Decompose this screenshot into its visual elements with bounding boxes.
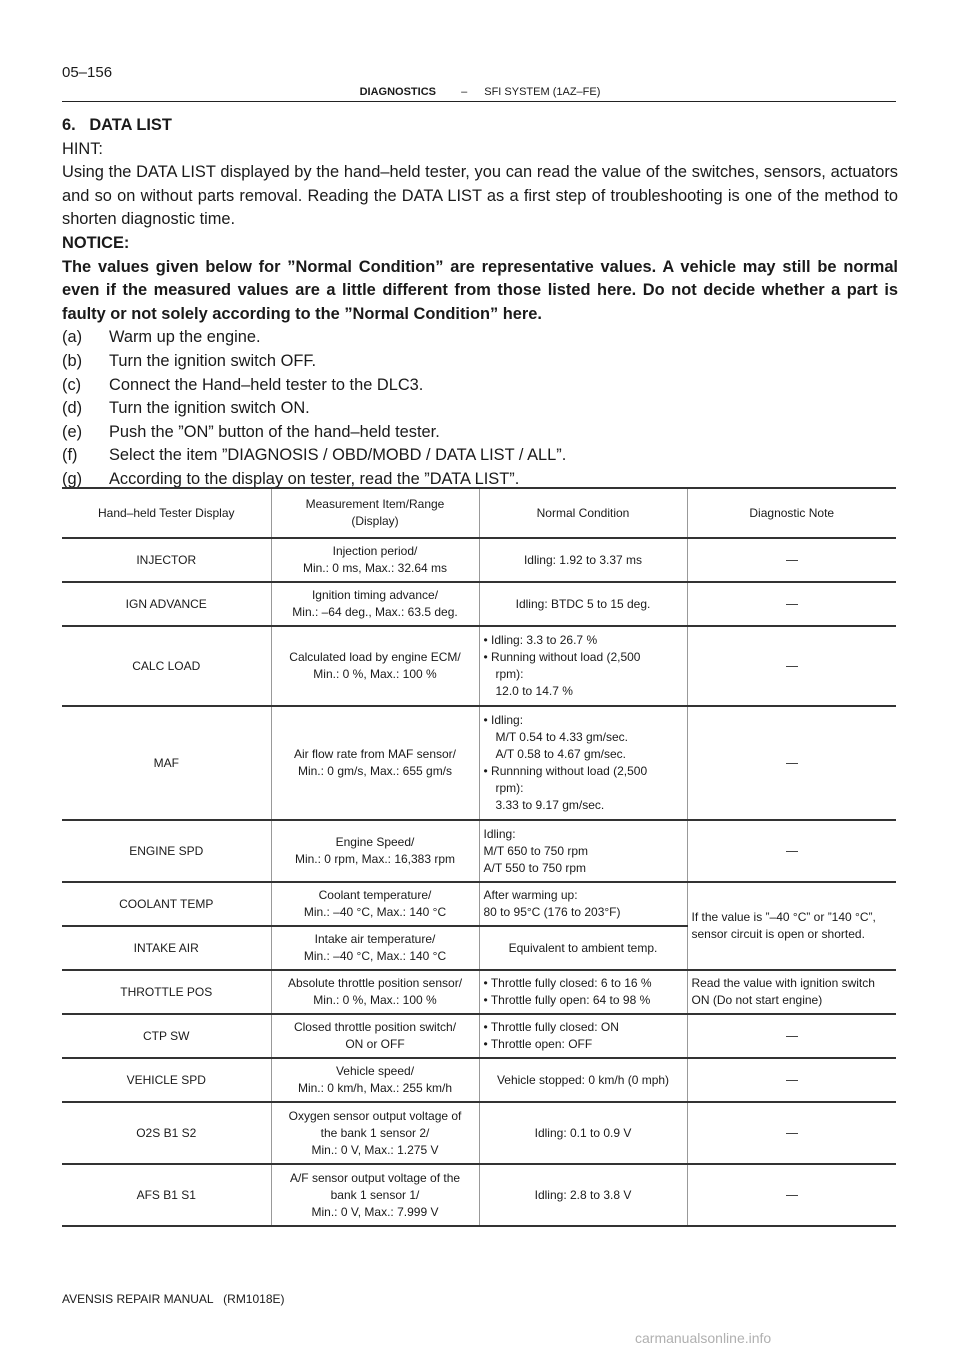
- cell-normal: Vehicle stopped: 0 km/h (0 mph): [479, 1058, 687, 1102]
- normal-line: 3.33 to 9.17 gm/sec.: [495, 798, 605, 812]
- table-row: [62, 706, 896, 820]
- cell-item: [271, 1014, 479, 1058]
- cell-item: [271, 538, 479, 582]
- cell-display: IGN ADVANCE: [62, 582, 271, 626]
- step-text: Turn the ignition switch OFF.: [109, 351, 317, 370]
- item-line: Min.: –40 °C, Max.: 140 °C: [303, 949, 447, 963]
- cell-note-temp: If the value is ”–40 °C” or ”140 °C”, sensor circuit is open or shorted.: [687, 882, 896, 970]
- cell-note: [687, 582, 896, 626]
- cell-item: [271, 882, 479, 926]
- step-letter: (d): [62, 399, 83, 418]
- dash-mark: [786, 851, 798, 852]
- normal-line: A/T 0.58 to 4.67 gm/sec.: [495, 747, 627, 761]
- dash-mark: [786, 1133, 798, 1134]
- cell-note: [687, 1014, 896, 1058]
- item-line: Min.: 0 V, Max.: 1.275 V: [311, 1142, 439, 1157]
- header-item-line: (Display): [351, 514, 399, 528]
- normal-line: • Throttle open: OFF: [483, 1037, 593, 1051]
- cell-display: VEHICLE SPD: [62, 1058, 271, 1102]
- normal-line: • Runnning without load (2,500: [483, 764, 648, 778]
- cell-note: [687, 1164, 896, 1226]
- page-number: 05–156: [62, 64, 113, 81]
- footer-manual-title: AVENSIS REPAIR MANUAL (RM1018E): [62, 1292, 285, 1306]
- notice-text: The values given below for ”Normal Condition” are representative values. A vehicle may still be normal even if the measured values are a little different from those listed here. Do not decide whether a part is faulty or not solely according to the ”Normal Condition” here.: [62, 257, 898, 323]
- dash-mark: [786, 604, 798, 605]
- item-line: Min.: 0 km/h, Max.: 255 km/h: [297, 1081, 453, 1095]
- table-row: [62, 1014, 896, 1058]
- step-f: [62, 444, 898, 468]
- dash-mark: [786, 763, 798, 764]
- item-line: ON or OFF: [345, 1037, 405, 1051]
- cell-display: THROTTLE POS: [62, 970, 271, 1014]
- item-line: Coolant temperature/: [318, 888, 432, 902]
- normal-line: • Throttle fully open: 64 to 98 %: [483, 993, 651, 1007]
- cell-normal: [479, 882, 687, 926]
- normal-line: rpm):: [495, 667, 524, 681]
- table-row: [62, 970, 896, 1014]
- item-line: A/F sensor output voltage of the: [289, 1170, 461, 1185]
- table-row: [62, 882, 896, 926]
- normal-line: 80 to 95°C (176 to 203°F): [483, 905, 621, 919]
- step-letter: (b): [62, 351, 83, 370]
- cell-item: [271, 1164, 479, 1226]
- step-text: Push the ”ON” button of the hand–held tester.: [109, 422, 440, 441]
- normal-line: rpm):: [495, 781, 524, 795]
- item-line: Min.: 0 gm/s, Max.: 655 gm/s: [297, 764, 453, 778]
- step-text: According to the display on tester, read the ”DATA LIST”.: [109, 469, 520, 488]
- cell-normal: [479, 970, 687, 1014]
- item-line: Absolute throttle position sensor/: [287, 976, 463, 990]
- normal-line: • Idling: 3.3 to 26.7 %: [483, 633, 598, 647]
- step-d: [62, 397, 898, 421]
- item-line: Closed throttle position switch/: [293, 1020, 457, 1034]
- cell-note: [687, 1102, 896, 1164]
- normal-line: M/T 0.54 to 4.33 gm/sec.: [495, 730, 629, 744]
- dash-mark: [786, 560, 798, 561]
- cell-display: COOLANT TEMP: [62, 882, 271, 926]
- cell-display: INTAKE AIR: [62, 926, 271, 970]
- cell-normal: [479, 1014, 687, 1058]
- header-section: DIAGNOSTICS: [359, 86, 436, 98]
- step-text: Warm up the engine.: [109, 328, 261, 347]
- hint-text: Using the DATA LIST displayed by the hand–held tester, you can read the value of the switches, sensors, actuators and so on without parts removal. Reading the DATA LIST as a first step of troubleshooting is one of the method to shorten diagnostic time.: [62, 163, 898, 229]
- cell-item: [271, 926, 479, 970]
- normal-line: Idling:: [483, 826, 516, 841]
- header-separator: –: [461, 86, 468, 98]
- table-row: [62, 1102, 896, 1164]
- item-line: Vehicle speed/: [335, 1064, 415, 1078]
- table-header-row: [62, 488, 896, 538]
- header-note: Diagnostic Note: [687, 488, 896, 538]
- notice-label: NOTICE:: [62, 233, 130, 252]
- step-text: Turn the ignition switch ON.: [109, 399, 310, 418]
- item-line: Min.: 0 %, Max.: 100 %: [313, 993, 437, 1007]
- document-body: [62, 114, 898, 492]
- step-letter: (e): [62, 422, 83, 441]
- normal-line: • Throttle fully closed: ON: [483, 1020, 619, 1034]
- dash-mark: [786, 1080, 798, 1081]
- cell-item: [271, 1102, 479, 1164]
- table-row: [62, 626, 896, 706]
- normal-line: • Idling:: [483, 713, 524, 727]
- cell-note: [687, 820, 896, 882]
- header-normal: Normal Condition: [479, 488, 687, 538]
- running-header: [0, 86, 960, 98]
- section-heading: 6. DATA LIST: [62, 116, 172, 134]
- cell-display: O2S B1 S2: [62, 1102, 271, 1164]
- cell-note: [687, 1058, 896, 1102]
- cell-normal: [479, 626, 687, 706]
- watermark-text: carmanualsonline.info: [635, 1330, 772, 1346]
- table-row: [62, 820, 896, 882]
- item-line: Injection period/: [332, 544, 418, 558]
- normal-line: • Running without load (2,500: [483, 650, 641, 664]
- normal-line: A/T 550 to 750 rpm: [483, 860, 587, 875]
- item-line: Engine Speed/: [335, 835, 415, 849]
- cell-note: [687, 626, 896, 706]
- item-line: Oxygen sensor output voltage of: [288, 1108, 462, 1123]
- cell-item: [271, 820, 479, 882]
- item-line: Min.: 0 rpm, Max.: 16,383 rpm: [294, 852, 456, 866]
- step-letter: (g): [62, 469, 83, 488]
- step-c: [62, 374, 898, 398]
- cell-item: [271, 970, 479, 1014]
- item-line: Air flow rate from MAF sensor/: [293, 747, 457, 761]
- item-line: Min.: –64 deg., Max.: 63.5 deg.: [292, 605, 458, 619]
- normal-line: After warming up:: [483, 888, 578, 902]
- cell-normal: Idling: 0.1 to 0.9 V: [479, 1102, 687, 1164]
- header-display: Hand–held Tester Display: [62, 488, 271, 538]
- dash-mark: [786, 666, 798, 667]
- table-row: [62, 538, 896, 582]
- step-e: [62, 421, 898, 445]
- normal-line: 12.0 to 14.7 %: [495, 684, 573, 698]
- cell-normal: Equivalent to ambient temp.: [479, 926, 687, 970]
- step-letter: (f): [62, 446, 78, 465]
- item-line: Calculated load by engine ECM/: [289, 650, 461, 664]
- cell-normal: Idling: 1.92 to 3.37 ms: [479, 538, 687, 582]
- hint-label: HINT:: [62, 139, 103, 158]
- header-rule: [62, 101, 896, 102]
- step-text: Select the item ”DIAGNOSIS / OBD/MOBD / DATA LIST / ALL”.: [109, 446, 567, 465]
- item-line: Intake air temperature/: [314, 932, 436, 946]
- header-item: [271, 488, 479, 538]
- normal-line: • Throttle fully closed: 6 to 16 %: [483, 976, 652, 990]
- data-list-table: [62, 487, 896, 1227]
- cell-display: CTP SW: [62, 1014, 271, 1058]
- cell-normal: Idling: 2.8 to 3.8 V: [479, 1164, 687, 1226]
- cell-display: MAF: [62, 706, 271, 820]
- item-line: Min.: 0 V, Max.: 7.999 V: [311, 1204, 439, 1219]
- cell-item: [271, 582, 479, 626]
- table-row: [62, 1058, 896, 1102]
- item-line: bank 1 sensor 1/: [330, 1187, 420, 1202]
- cell-note: [687, 706, 896, 820]
- cell-note-throttle: Read the value with ignition switch ON (Do not start engine): [687, 970, 896, 1014]
- item-line: Min.: 0 %, Max.: 100 %: [313, 667, 437, 681]
- step-letter: (c): [62, 375, 82, 394]
- step-text: Connect the Hand–held tester to the DLC3.: [109, 375, 424, 394]
- step-b: [62, 350, 898, 374]
- cell-normal: [479, 706, 687, 820]
- dash-mark: [786, 1195, 798, 1196]
- cell-normal: [479, 820, 687, 882]
- cell-display: CALC LOAD: [62, 626, 271, 706]
- cell-item: [271, 626, 479, 706]
- item-line: Ignition timing advance/: [311, 588, 439, 602]
- header-subsection: SFI SYSTEM (1AZ–FE): [484, 86, 601, 98]
- normal-line: M/T 650 to 750 rpm: [483, 843, 588, 858]
- item-line: Min.: –40 °C, Max.: 140 °C: [303, 905, 447, 919]
- cell-note: [687, 538, 896, 582]
- cell-item: [271, 1058, 479, 1102]
- table-row: [62, 1164, 896, 1226]
- cell-display: AFS B1 S1: [62, 1164, 271, 1226]
- item-line: the bank 1 sensor 2/: [320, 1125, 430, 1140]
- cell-item: [271, 706, 479, 820]
- table-row: [62, 582, 896, 626]
- step-letter: (a): [62, 328, 83, 347]
- cell-display: ENGINE SPD: [62, 820, 271, 882]
- dash-mark: [786, 1036, 798, 1037]
- item-line: Min.: 0 ms, Max.: 32.64 ms: [302, 561, 448, 575]
- cell-normal: Idling: BTDC 5 to 15 deg.: [479, 582, 687, 626]
- cell-display: INJECTOR: [62, 538, 271, 582]
- step-a: [62, 326, 898, 350]
- header-item-line: Measurement Item/Range: [305, 497, 445, 511]
